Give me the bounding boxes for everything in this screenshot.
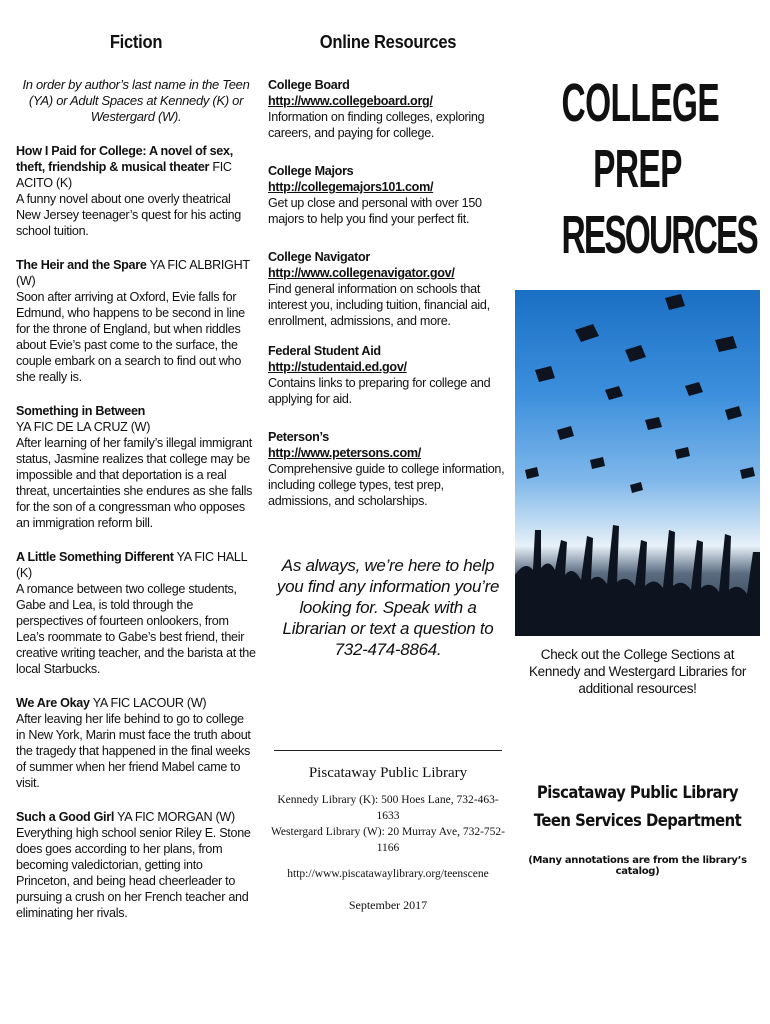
- online-resources-heading: Online Resources: [319, 32, 457, 52]
- book-call-number: FIC ACITO (K): [16, 160, 232, 190]
- graduation-caps-photo: [515, 290, 760, 636]
- graduation-scene-illustration: [515, 290, 760, 636]
- book-call-number: YA FIC DE LA CRUZ (W): [16, 420, 151, 434]
- cap-icon: [605, 386, 623, 400]
- book-title: The Heir and the Spare: [16, 258, 147, 272]
- book-call-number: YA FIC HALL (K): [16, 550, 247, 580]
- book-description: A romance between two college students, Gabe and Lea, is told through the perspectives of fourteen onlookers, from Lea’s roommate to Gabe’s best friend, their creative writing teacher, and the barista at the local Starbucks.: [16, 582, 256, 676]
- cap-icon: [590, 457, 605, 469]
- book-title: Something in Between: [16, 404, 146, 418]
- department-line: Piscataway Public Library: [536, 783, 739, 802]
- publication-date: September 2017: [348, 898, 428, 912]
- cover-title-line: PREP: [593, 139, 682, 199]
- cap-icon: [557, 426, 574, 440]
- book-description: Soon after arriving at Oxford, Evie falls for Edmund, who happens to be second in line for the throne of England, but when riddles about Evie’s past come to the surface, the couple embark on a search to find out who she really is.: [16, 290, 245, 384]
- resource-description: Comprehensive guide to college information, including college types, test prep, admissions, and scholarships.: [268, 462, 505, 508]
- resource-link[interactable]: http://www.collegenavigator.gov/: [268, 266, 455, 280]
- resource-entry: [268, 343, 508, 407]
- book-title: How I Paid for College: A novel of sex, theft, friendship & musical theater: [16, 144, 233, 174]
- resource-name: College Board: [268, 78, 350, 92]
- book-call-number: YA FIC LACOUR (W): [92, 696, 207, 710]
- online-resources-column: [268, 0, 508, 913]
- book-entry: [16, 257, 256, 385]
- resource-name: Peterson’s: [268, 430, 329, 444]
- cap-icon: [685, 382, 703, 396]
- book-entry: [16, 809, 256, 921]
- book-call-number: YA FIC MORGAN (W): [117, 810, 235, 824]
- library-url[interactable]: http://www.piscatawaylibrary.org/teenscene: [287, 868, 489, 880]
- cap-icon: [575, 324, 599, 342]
- book-description: After learning of her family’s illegal immigrant status, Jasmine realizes that college may be impossible and that deportation is a real threat, uncertainties she endures as she falls for the son of a congressman who opposes an immigration reform bill.: [16, 436, 253, 530]
- cover-title-line: RESOURCES: [561, 205, 757, 265]
- cap-icon: [675, 447, 690, 459]
- kennedy-address: Kennedy Library (K): 500 Hoes Lane, 732-463-1633: [277, 794, 499, 822]
- resource-description: Information on finding colleges, exploring careers, and paying for college.: [268, 110, 485, 140]
- resource-name: College Navigator: [268, 250, 370, 264]
- cap-icon: [525, 467, 539, 479]
- book-description: A funny novel about one overly theatrical New Jersey teenager’s quest for his acting school tuition.: [16, 192, 241, 238]
- fiction-intro: In order by author’s last name in the Teen (YA) or Adult Spaces at Kennedy (K) or Westergard (W).: [22, 77, 250, 124]
- resource-link[interactable]: http://www.collegeboard.org/: [268, 94, 433, 108]
- annotation-note: (Many annotations are from the library’s catalog): [528, 855, 747, 877]
- help-message: As always, we’re here to help you find any information you’re looking for. Speak with a Librarian or text a question to 732-474-8864.: [276, 556, 500, 659]
- book-description: Everything high school senior Riley E. Stone does goes according to her plans, from becoming valedictorian, getting into Princeton, and being head cheerleader to pursuing a crush on her French teacher and eliminating her rivals.: [16, 826, 251, 920]
- cap-icon: [625, 345, 646, 362]
- resource-description: Get up close and personal with over 150 majors to help you find your perfect fit.: [268, 196, 482, 226]
- resource-name: College Majors: [268, 164, 354, 178]
- department-name: [527, 779, 748, 835]
- resource-entry: [268, 249, 508, 329]
- library-name: Piscataway Public Library: [308, 765, 468, 781]
- book-entry: [16, 143, 256, 239]
- book-title: Such a Good Girl: [16, 810, 115, 824]
- resource-description: Find general information on schools that interest you, including tuition, financial aid, enrollment, admissions, and more.: [268, 282, 490, 328]
- westergard-address: Westergard Library (W): 20 Murray Ave, 732-752-1166: [270, 826, 505, 854]
- cap-icon: [665, 294, 685, 310]
- book-entry: [16, 403, 256, 531]
- cap-icon: [645, 417, 662, 430]
- book-entry: [16, 549, 256, 677]
- department-line: Teen Services Department: [533, 811, 742, 830]
- resource-entry: [268, 163, 508, 227]
- cap-icon: [715, 336, 737, 352]
- resource-link[interactable]: http://studentaid.ed.gov/: [268, 360, 407, 374]
- resource-link[interactable]: http://www.petersons.com/: [268, 446, 421, 460]
- book-title: A Little Something Different: [16, 550, 174, 564]
- cap-icon: [740, 467, 755, 479]
- fiction-heading: Fiction: [109, 32, 163, 52]
- resource-entry: [268, 429, 508, 509]
- resource-name: Federal Student Aid: [268, 344, 381, 358]
- book-description: After leaving her life behind to go to college in New York, Marin must face the truth about the tragedy that happened in the final weeks of summer when her friend Mabel came to visit.: [16, 712, 251, 790]
- resource-entry: [268, 77, 508, 141]
- crowd-silhouette: [515, 525, 760, 636]
- book-entry: [16, 695, 256, 791]
- book-title: We Are Okay: [16, 696, 90, 710]
- resource-description: Contains links to preparing for college and applying for aid.: [268, 376, 491, 406]
- cover-title-line: COLLEGE: [561, 73, 720, 133]
- cover-title: [561, 70, 757, 268]
- cap-icon: [725, 406, 742, 420]
- cover-caption: Check out the College Sections at Kennedy and Westergard Libraries for additional resources!: [528, 647, 747, 696]
- cap-icon: [535, 366, 555, 382]
- cover-column: [515, 0, 760, 877]
- divider: [274, 750, 502, 751]
- cap-icon: [630, 482, 643, 493]
- book-call-number: YA FIC ALBRIGHT (W): [16, 258, 250, 288]
- fiction-column: [16, 0, 256, 921]
- resource-link[interactable]: http://collegemajors101.com/: [268, 180, 434, 194]
